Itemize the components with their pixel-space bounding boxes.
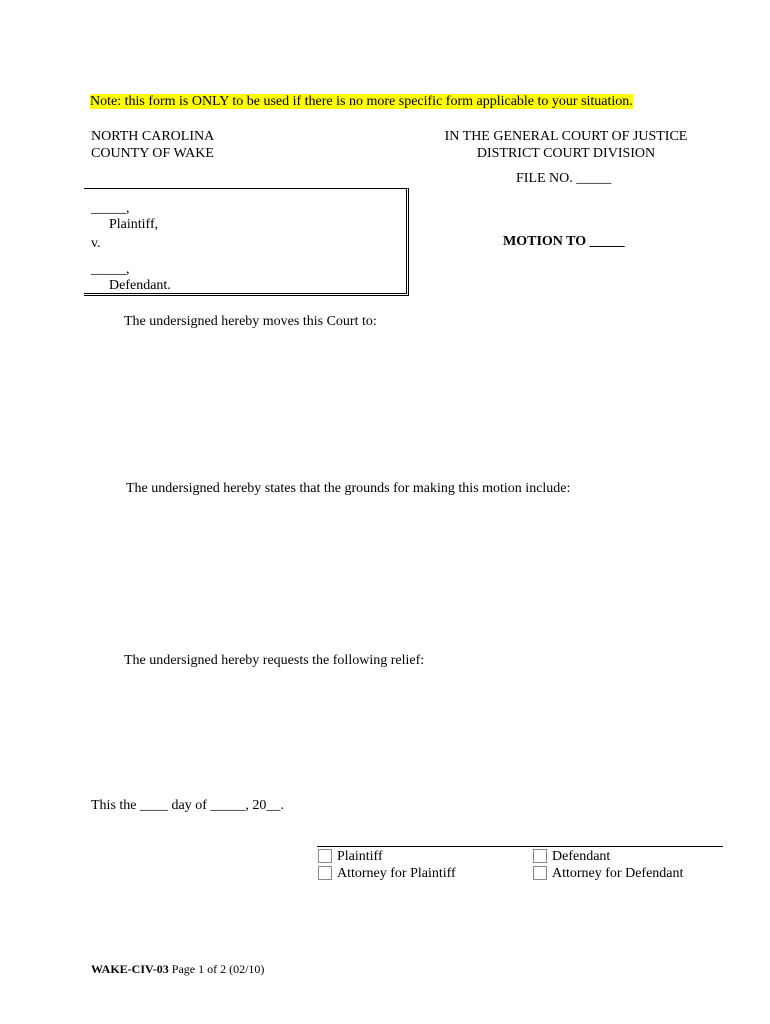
plaintiff-checkbox[interactable] [318,849,332,863]
file-number: FILE NO. _____ [516,171,612,186]
date-line: This the ____ day of _____, 20__. [91,798,284,813]
defendant-checkbox-label: Defendant [552,849,611,864]
attorney-plaintiff-checkbox-label: Attorney for Plaintiff [337,866,456,881]
usage-note-text: Note: this form is ONLY to be used if there is no more specific form applicable to your situation. [90,94,633,109]
page-footer [91,962,264,977]
plaintiff-label: Plaintiff, [109,217,159,232]
defendant-label: Defendant. [109,278,171,293]
versus-label: v. [91,236,101,251]
state-name: NORTH CAROLINA [91,129,215,144]
signature-line[interactable] [317,846,723,847]
attorney-defendant-checkbox[interactable] [533,866,547,880]
plaintiff-checkbox-label: Plaintiff [337,849,383,864]
plaintiff-name-blank: _____, [91,201,130,216]
county-name: COUNTY OF WAKE [91,146,214,161]
defendant-checkbox[interactable] [533,849,547,863]
court-name: IN THE GENERAL COURT OF JUSTICE [444,129,688,144]
attorney-defendant-checkbox-label: Attorney for Defendant [552,866,684,881]
usage-note [90,93,633,111]
motion-title: MOTION TO _____ [503,234,625,249]
grounds-paragraph: The undersigned hereby states that the grounds for making this motion include: [126,481,571,496]
court-division: DISTRICT COURT DIVISION [476,146,656,161]
defendant-name-blank: _____, [91,262,130,277]
relief-paragraph: The undersigned hereby requests the following relief: [124,653,425,668]
form-id: WAKE-CIV-03 [91,962,169,976]
attorney-plaintiff-checkbox[interactable] [318,866,332,880]
moves-paragraph: The undersigned hereby moves this Court to: [124,314,377,329]
page-info: Page 1 of 2 (02/10) [168,962,265,976]
